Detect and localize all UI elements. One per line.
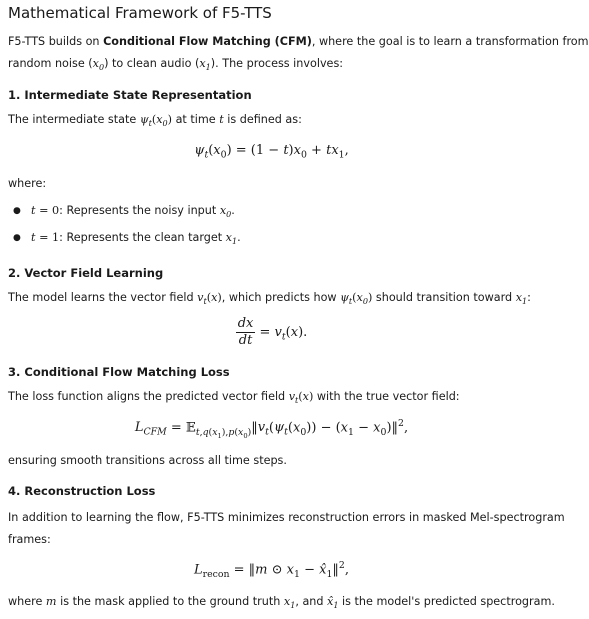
math-t-eq-1: t = 1: [31, 231, 60, 244]
math-x0: $x_0$: [92, 57, 105, 73]
section-2-paragraph: The model learns the vector field $v_t(x)$, which predicts how $\psi_t(x_0)$ should transition toward $x_1$:: [8, 291, 531, 307]
math-x1: $x_1$: [225, 231, 238, 247]
bullet-item-t0: t = 0: Represents the noisy input $x_0$.: [31, 204, 235, 220]
s1-text: The intermediate state: [8, 113, 140, 126]
intro-text: ). The process involves:: [210, 57, 344, 70]
s2-text: should transition toward: [372, 291, 516, 304]
math-m: m: [45, 595, 57, 608]
math-psi-t-x0: $\psi_t(x_0)$: [340, 291, 373, 307]
section-2-heading: 2. Vector Field Learning: [8, 266, 164, 280]
math-x0: $x_0$: [219, 204, 232, 220]
s4-text: is the mask applied to the ground truth: [56, 595, 284, 608]
section-4-heading: 4. Reconstruction Loss: [8, 484, 156, 498]
s4-text: , and: [295, 595, 328, 608]
bullet-marker: ●: [13, 233, 21, 243]
math-x1: $x_1$: [283, 595, 296, 611]
page-title: Mathematical Framework of F5-TTS: [8, 4, 272, 22]
section-4-line-1: In addition to learning the flow, F5-TTS minimizes reconstruction errors in masked Mel-spectrogram: [8, 511, 565, 524]
math-psi-t-x0: $\psi_t(x_0)$: [139, 113, 173, 129]
math-x1: $x_1$: [199, 57, 211, 73]
math-vt-x: $v_t(x)$: [288, 390, 314, 406]
equation-interpolation: $\psi_t(x_0) = (1 - t)x_0 + tx_1$,: [194, 143, 349, 161]
math-t: t: [219, 113, 224, 126]
s1-text: is defined as:: [223, 113, 302, 126]
intro-bold-term: Conditional Flow Matching (CFM): [103, 35, 312, 48]
s3-text: with the true vector field:: [313, 390, 460, 403]
s1-text: at time: [172, 113, 220, 126]
intro-text: F5-TTS builds on: [8, 35, 104, 48]
math-x1-hat: $x̂_1$: [327, 595, 339, 611]
equation-cfm-loss: $L_{CFM}$ = $𝔼_{t,q(x_1),p(x_0)}‖v_t(\psi_t(x_0)) - (x_1$ − $x_0)‖^2$,: [134, 418, 409, 440]
where-label: where:: [8, 177, 47, 190]
equation-ode: $\frac{dx}{dt}$ = $v_t(x)$.: [237, 316, 308, 348]
section-1-paragraph: [8, 109, 302, 135]
section-1-heading: 1. Intermediate State Representation: [8, 88, 252, 102]
section-3-paragraph: [8, 386, 460, 412]
s4-text: is the model's predicted spectrogram.: [338, 595, 555, 608]
s2-text: , which predicts how: [221, 291, 341, 304]
intro-paragraph-line-1: [8, 31, 589, 53]
math-x1: $x_1$: [515, 291, 528, 307]
intro-paragraph-line-2: [8, 53, 343, 79]
intro-text: ) to clean audio (: [104, 57, 200, 70]
intro-text: random noise (: [8, 57, 93, 70]
s3-text: The loss function aligns the predicted vector field: [8, 390, 289, 403]
intro-text: , where the goal is to learn a transformation from: [311, 35, 589, 48]
section-3-heading: 3. Conditional Flow Matching Loss: [8, 365, 230, 379]
section-4-line-2: frames:: [8, 533, 51, 546]
section-4-where: [8, 591, 555, 617]
bullet-marker: ●: [13, 206, 21, 216]
equation-recon-loss: $L_{recon}$ = ‖m ⊙ $x_1$ − $x̂_1‖^2$,: [193, 560, 350, 580]
bullet-text: : Represents the noisy input: [59, 204, 220, 217]
s2-text: The model learns the vector field: [8, 291, 198, 304]
s4-text: where: [8, 595, 46, 608]
math-vt-x: $v_t(x)$: [197, 291, 222, 307]
bullet-text: : Represents the clean target: [59, 231, 226, 244]
section-3-after-text: ensuring smooth transitions across all time steps.: [8, 454, 287, 467]
math-t-eq-0: t = 0: [31, 204, 60, 217]
bullet-item-t1: t = 1: Represents the clean target $x_1$.: [31, 231, 241, 247]
